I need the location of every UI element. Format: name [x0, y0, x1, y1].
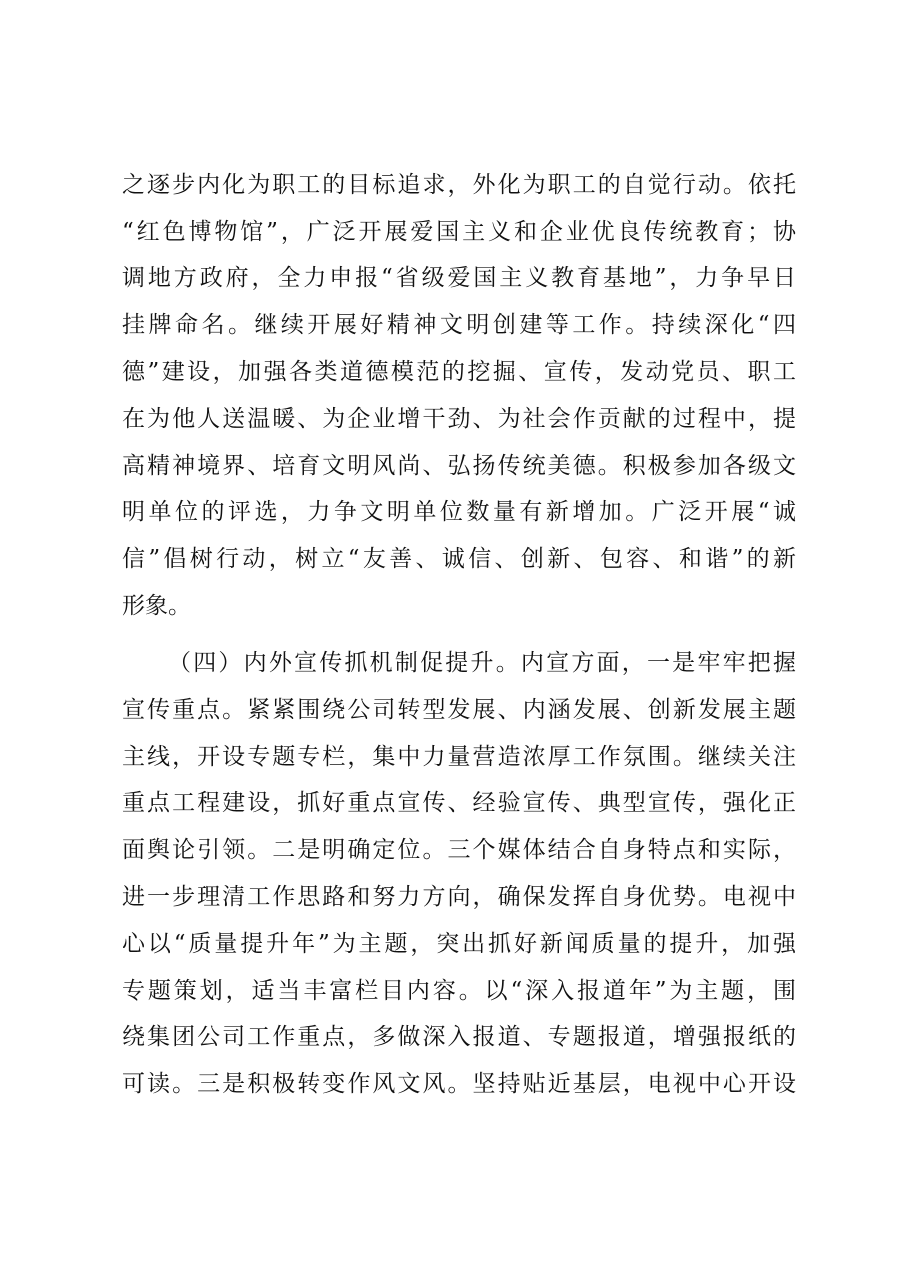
- body-text-line: 形象。: [122, 593, 191, 619]
- body-text-line: 信”倡树行动，树立“友善、诚信、创新、包容、和谐”的新: [122, 546, 796, 572]
- body-text-line: 挂牌命名。继续开展好精神文明创建等工作。持续深化“四: [122, 312, 796, 338]
- body-text-line: 宣传重点。紧紧围绕公司转型发展、内涵发展、创新发展主题: [122, 697, 796, 723]
- body-text-line: 重点工程建设，抓好重点宣传、经验宣传、典型宣传，强化正: [122, 790, 796, 816]
- body-text-line: 德”建设，加强各类道德模范的挖掘、宣传，发动党员、职工: [122, 359, 796, 385]
- body-text-line: 进一步理清工作思路和努力方向，确保发挥自身优势。电视中: [122, 884, 796, 910]
- body-text-line: 可读。三是积极转变作风文风。坚持贴近基层，电视中心开设: [122, 1071, 796, 1097]
- body-text-line: 之逐步内化为职工的目标追求，外化为职工的自觉行动。依托: [122, 172, 796, 198]
- body-text-line: “红色博物馆”，广泛开展爱国主义和企业优良传统教育；协: [122, 219, 796, 245]
- body-text-line: 专题策划，适当丰富栏目内容。以“深入报道年”为主题，围: [122, 978, 796, 1004]
- body-text-line: 主线，开设专题专栏，集中力量营造浓厚工作氛围。继续关注: [122, 744, 796, 770]
- body-text-line: 在为他人送温暖、为企业增干劲、为社会作贡献的过程中，提: [122, 406, 796, 432]
- body-text-line: 调地方政府，全力申报“省级爱国主义教育基地”，力争早日: [122, 265, 796, 291]
- body-text-line: 绕集团公司工作重点，多做深入报道、专题报道，增强报纸的: [122, 1024, 796, 1050]
- body-text-line: 心以“质量提升年”为主题，突出抓好新闻质量的提升，加强: [122, 931, 796, 957]
- section-heading-line: （四）内外宣传抓机制促提升。内宣方面，一是牢牢把握: [168, 650, 796, 676]
- body-text-line: 明单位的评选，力争文明单位数量有新增加。广泛开展“诚: [122, 499, 796, 525]
- body-text-line: 面舆论引领。二是明确定位。三个媒体结合自身特点和实际，: [122, 837, 796, 863]
- body-text-line: 高精神境界、培育文明风尚、弘扬传统美德。积极参加各级文: [122, 453, 796, 479]
